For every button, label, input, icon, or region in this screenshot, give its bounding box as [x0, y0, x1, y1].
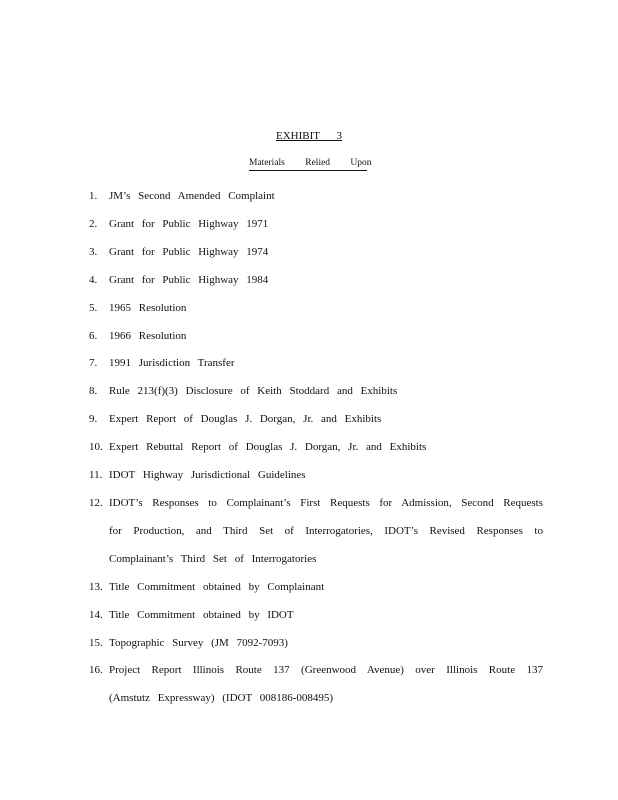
list-item — [89, 378, 543, 406]
exhibit-title — [0, 129, 618, 143]
list-item-number: 11. — [89, 469, 103, 482]
list-item-text: Grant for Public Highway 1971 — [109, 217, 269, 230]
list-item — [89, 295, 543, 323]
list-item — [89, 490, 543, 574]
list-item — [89, 350, 543, 378]
list-item-text: Project Report Illinois Route 137 (Greenwood Avenue) over Illinois Route 137 (Amstutz Expressway) (IDOT 008186-008495) — [109, 664, 543, 705]
list-item — [89, 462, 543, 490]
list-item-text: Title Commitment obtained by IDOT — [109, 608, 294, 621]
exhibit-title-text: EXHIBIT 3 — [275, 130, 343, 142]
list-item-text: Title Commitment obtained by Complainant — [109, 580, 325, 593]
list-item — [89, 267, 543, 295]
list-item-text: 1966 Resolution — [109, 329, 187, 342]
list-item-number: 13. — [89, 580, 103, 593]
list-item-number: 15. — [89, 636, 103, 649]
list-item — [89, 574, 543, 602]
list-item — [89, 657, 543, 713]
list-item-number: 12. — [89, 496, 103, 509]
list-item-number: 16. — [89, 664, 103, 677]
list-item — [89, 183, 543, 211]
list-item-text: Grant for Public Highway 1984 — [109, 273, 269, 286]
list-item-number: 2. — [89, 217, 98, 230]
list-item-number: 7. — [89, 357, 98, 370]
list-item-text: Expert Rebuttal Report of Douglas J. Dorgan, Jr. and Exhibits — [109, 441, 427, 454]
list-item — [89, 406, 543, 434]
list-item-text: Grant for Public Highway 1974 — [109, 245, 269, 258]
list-item-text: Topographic Survey (JM 7092-7093) — [109, 636, 288, 649]
list-item-number: 10. — [89, 441, 103, 454]
list-item-number: 9. — [89, 413, 98, 426]
list-item-text: Expert Report of Douglas J. Dorgan, Jr. and Exhibits — [109, 413, 382, 426]
list-item-number: 14. — [89, 608, 103, 621]
list-item — [89, 434, 543, 462]
list-item-text: JM’s Second Amended Complaint — [109, 190, 275, 202]
list-item — [89, 239, 543, 267]
list-item — [89, 630, 543, 658]
list-item-number: 6. — [89, 329, 98, 342]
list-item-number: 1. — [89, 190, 98, 202]
list-item-number: 4. — [89, 273, 98, 286]
list-item — [89, 323, 543, 351]
list-item-number: 3. — [89, 245, 98, 258]
list-item-text: IDOT Highway Jurisdictional Guidelines — [109, 469, 306, 482]
list-item — [89, 602, 543, 630]
materials-list — [89, 183, 543, 713]
list-item-text: 1965 Resolution — [109, 301, 187, 314]
list-item — [89, 211, 543, 239]
list-item-text: IDOT’s Responses to Complainant’s First Requests for Admission, Second Requests for Production, and Third Set of Interrogatories, IDOT’s Revised Responses to Complainant’s Third Set of Interrogatories — [109, 496, 543, 565]
list-item-number: 8. — [89, 385, 98, 398]
list-item-text: 1991 Jurisdiction Transfer — [109, 357, 235, 370]
list-item-text: Rule 213(f)(3) Disclosure of Keith Stoddard and Exhibits — [109, 385, 398, 398]
exhibit-subtitle: Materials Relied Upon — [249, 157, 367, 171]
list-item-number: 5. — [89, 301, 98, 314]
